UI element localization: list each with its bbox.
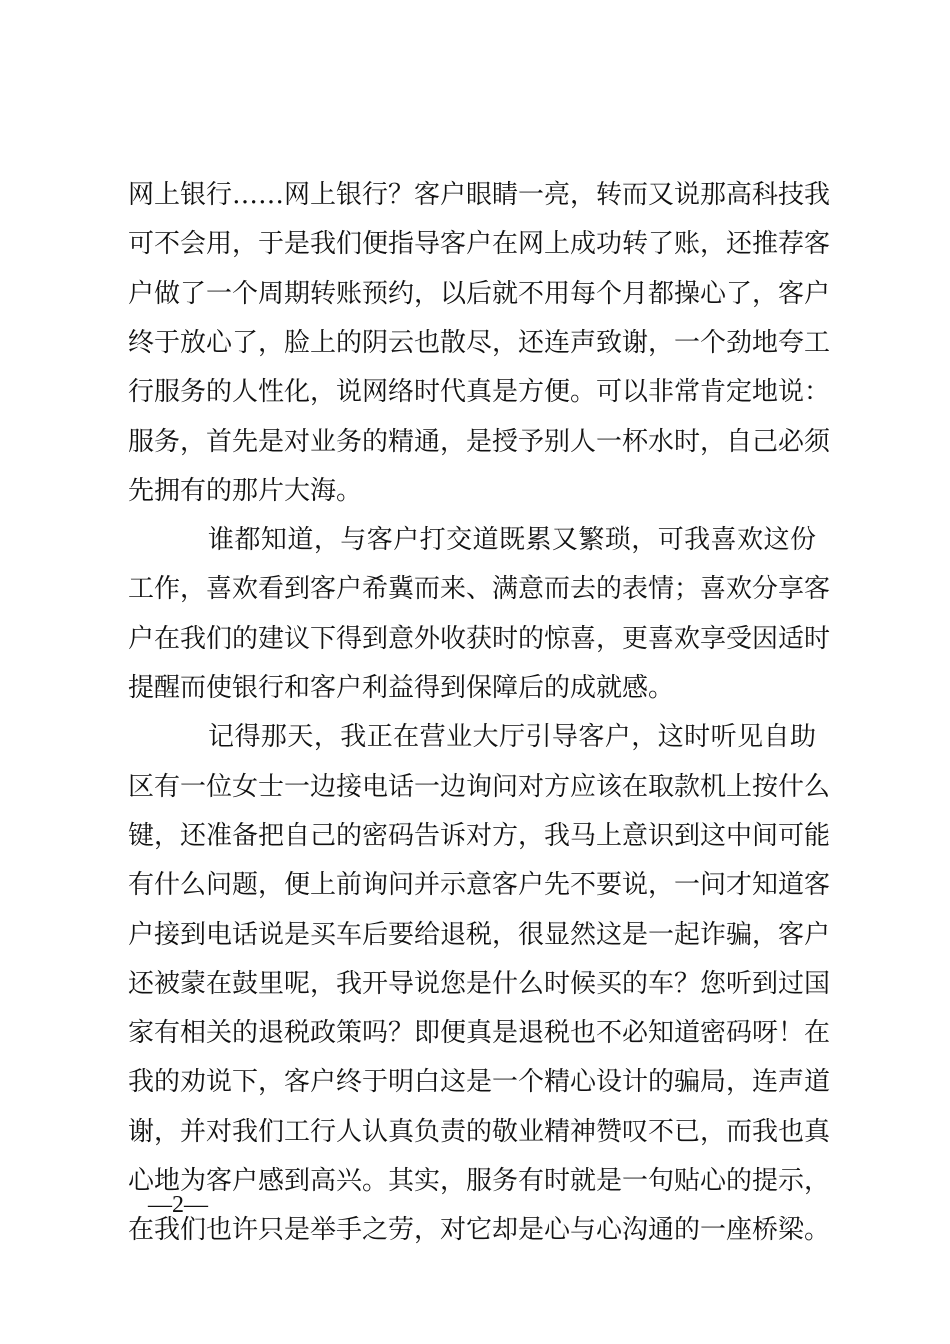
text-line: 户做了一个周期转账预约，以后就不用每个月都操心了，客户 [128, 279, 831, 309]
text-line: 谁都知道，与客户打交道既累又繁琐，可我喜欢这份 [208, 525, 816, 555]
text-line: 服务，首先是对业务的精通，是授予别人一杯水时，自己必须 [128, 427, 831, 457]
text-line: 记得那天，我正在营业大厅引导客户，这时听见自助 [208, 722, 816, 752]
text-line: 谢，并对我们工行人认真负责的敬业精神赞叹不已，而我也真 [128, 1117, 831, 1147]
text-line: 家有相关的退税政策吗？即便真是退税也不必知道密码呀！在 [128, 1018, 831, 1048]
text-line: 在我们也许只是举手之劳，对它却是心与心沟通的一座桥梁。 [128, 1215, 831, 1245]
text-line: 心地为客户感到高兴。其实，服务有时就是一句贴心的提示， [128, 1166, 831, 1196]
page-number: —2— [148, 1192, 208, 1218]
text-line: 先拥有的那片大海。 [128, 476, 363, 506]
text-line: 提醒而使银行和客户利益得到保障后的成就感。 [128, 673, 675, 703]
text-line: 可不会用，于是我们便指导客户在网上成功转了账，还推荐客 [128, 229, 831, 259]
text-line: 行服务的人性化，说网络时代真是方便。可以非常肯定地说： [128, 377, 831, 407]
text-line: 键，还准备把自己的密码告诉对方，我马上意识到这中间可能 [128, 821, 831, 851]
text-line: 我的劝说下，客户终于明白这是一个精心设计的骗局，连声道 [128, 1067, 831, 1097]
text-line: 户在我们的建议下得到意外收获时的惊喜，更喜欢享受因适时 [128, 624, 831, 654]
text-line: 网上银行……网上银行？客户眼睛一亮，转而又说那高科技我 [128, 180, 831, 210]
text-line: 还被蒙在鼓里呢，我开导说您是什么时候买的车？您听到过国 [128, 969, 831, 999]
text-line: 有什么问题，便上前询问并示意客户先不要说，一问才知道客 [128, 870, 831, 900]
text-line: 区有一位女士一边接电话一边询问对方应该在取款机上按什么 [128, 772, 831, 802]
text-line: 终于放心了，脸上的阴云也散尽，还连声致谢，一个劲地夸工 [128, 328, 831, 358]
text-line: 户接到电话说是买车后要给退税，很显然这是一起诈骗，客户 [128, 920, 831, 950]
text-line: 工作，喜欢看到客户希冀而来、满意而去的表情；喜欢分享客 [128, 574, 831, 604]
